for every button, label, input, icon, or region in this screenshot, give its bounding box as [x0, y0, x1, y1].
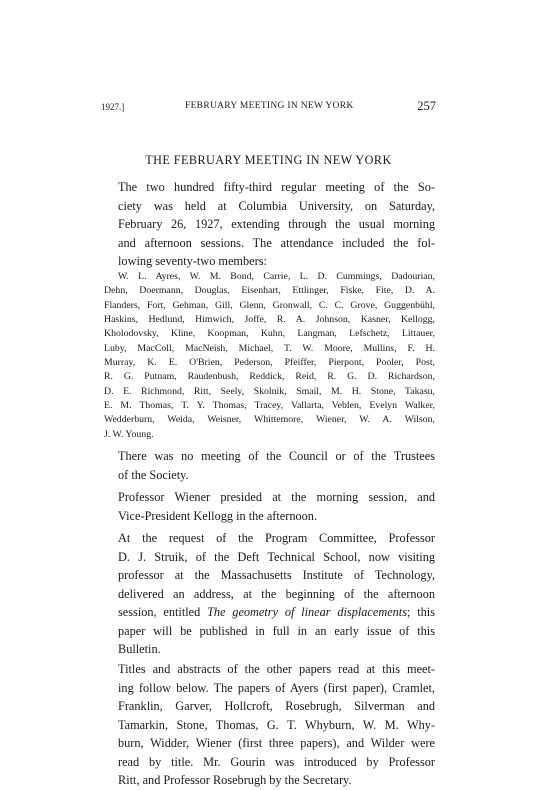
text-line: of the Society. [118, 467, 189, 482]
members-list [104, 270, 435, 442]
intro-paragraph [104, 178, 435, 271]
members-line: R. G. Putnam, Raudenbush, Reddick, Reid, R. G. D. Richardson, [104, 371, 435, 383]
text-line: There was no meeting of the Council or of the Trustees [118, 449, 435, 463]
text-line: and afternoon sessions. The attendance included the fol- [118, 235, 435, 250]
running-head-year: 1927.] [101, 102, 125, 112]
council-paragraph [104, 447, 435, 484]
text-line: burn, Widder, Wiener (first three papers), and Wilder were [118, 736, 435, 750]
titles-paragraph [104, 660, 435, 790]
running-head [101, 100, 436, 114]
text-line: Vice-President Kellogg in the afternoon. [118, 508, 318, 523]
text-line: read by title. Mr. Gourin was introduced by Professor [118, 754, 435, 769]
members-line: D. E. Richmond, Ritt, Seely, Skolnik, Smail, M. H. Stone, Takasu, [104, 385, 435, 397]
struik-paragraph [104, 529, 435, 659]
members-line: Flanders, Fort, Gehman, Gill, Glenn, Gronwall, C. C. Grove, Guggenbühl, [104, 299, 435, 311]
page-number: 257 [417, 99, 436, 113]
text-fragment: ; this [407, 605, 435, 619]
text-fragment: session, entitled [118, 605, 208, 619]
address-title: The geometry of linear displacements [207, 605, 408, 619]
text-line: Tamarkin, Stone, Thomas, G. T. Whyburn, W. M. Why- [118, 717, 435, 732]
text-line: paper will be published in full in an early issue of this [118, 623, 435, 638]
text-line: professor at the Massachusetts Institute of Technology, [118, 568, 435, 582]
text-line: Bulletin. [118, 642, 161, 656]
text-line: delivered an address, at the beginning of the afternoon [118, 586, 435, 601]
text-line: The two hundred fifty-third regular meeting of the So- [118, 180, 435, 194]
members-line: Kholodovsky, Kline, Koopman, Kuhn, Langman, Lefschetz, Littauer, [104, 328, 435, 340]
presided-paragraph [104, 488, 435, 525]
text-line: Franklin, Garver, Hollcroft, Rosebrugh, Silverman and [118, 699, 435, 713]
members-line: Murray, K. E. O'Brien, Pederson, Pfeiffer, Pierpont, Pooler, Post, [104, 357, 435, 369]
members-line: J. W. Young. [104, 428, 154, 440]
text-line: ciety was held at Columbia University, on Saturday, [118, 198, 435, 213]
members-line: Luby, MacColl, MacNeish, Michael, T. W. Moore, Mullins, F. H. [104, 342, 435, 354]
members-line: Dehn, Doermann, Douglas, Eisenhart, Ettlinger, Fiske, Fite, D. A. [104, 285, 435, 297]
text-line: February 26, 1927, extending through the usual morning [118, 217, 435, 231]
text-line: lowing seventy-two members: [118, 254, 267, 268]
members-line: E. M. Thomas, T. Y. Thomas, Tracey, Vallarta, Veblen, Evelyn Walker, [104, 400, 435, 412]
article-title: THE FEBRUARY MEETING IN NEW YORK [145, 153, 392, 167]
running-head-title: FEBRUARY MEETING IN NEW YORK [185, 101, 354, 111]
text-line: ing follow below. The papers of Ayers (first paper), Cramlet, [118, 680, 435, 695]
members-line: Haskins, Hedlund, Himwich, Joffe, R. A. Johnson, Kasner, Kellogg, [104, 314, 435, 326]
text-line [104, 603, 435, 622]
members-line: Wedderburn, Weida, Weisner, Whittemore, Wiener, W. A. Wilson, [104, 414, 435, 426]
members-line: W. L. Ayres, W. M. Bond, Carrie, L. D. Cummings, Dadourian, [118, 271, 435, 282]
text-line: Professor Wiener presided at the morning session, and [118, 490, 435, 504]
text-line: Ritt, and Professor Rosebrugh by the Secretary. [118, 773, 352, 787]
text-line: D. J. Struik, of the Deft Technical School, now visiting [118, 549, 435, 564]
text-line: Titles and abstracts of the other papers read at this meet- [118, 662, 435, 676]
text-line: At the request of the Program Committee, Professor [118, 531, 435, 545]
